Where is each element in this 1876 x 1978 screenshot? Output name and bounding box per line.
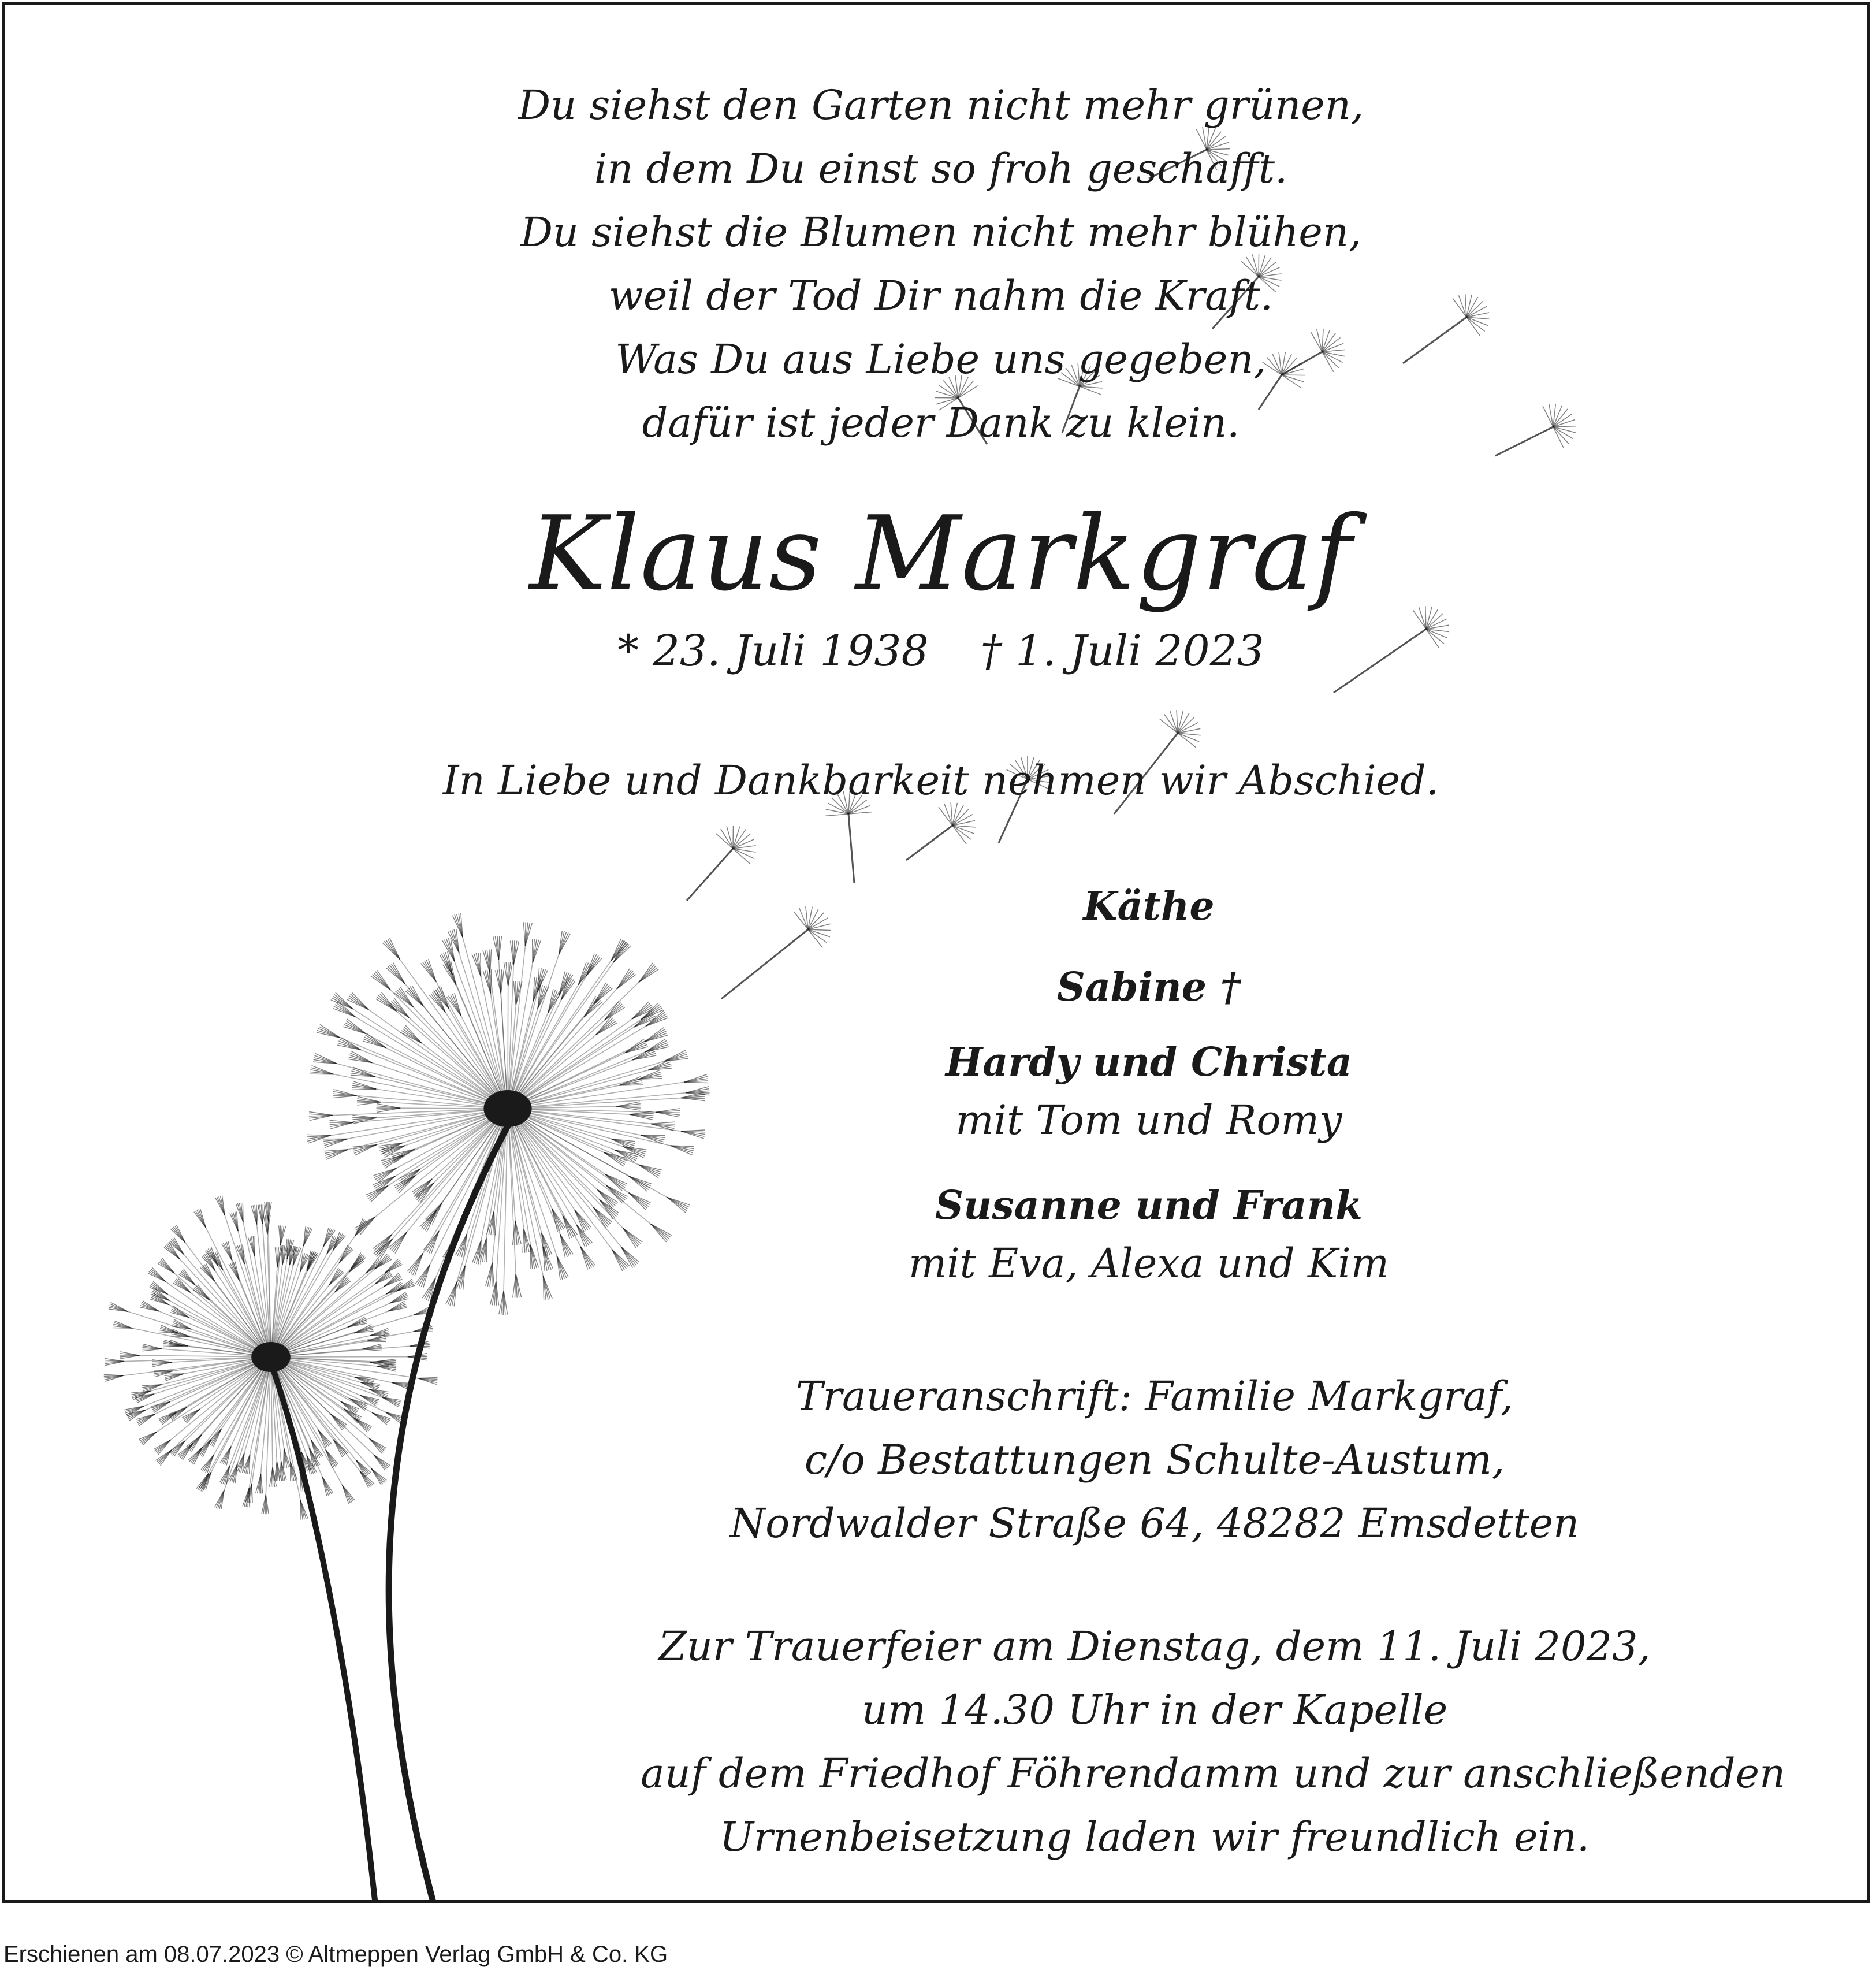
family-member-name: Susanne und Frank — [935, 1183, 1363, 1229]
seed-stalk — [459, 953, 508, 1109]
seed-tuft — [407, 1253, 423, 1271]
family-member-name: Hardy und Christa — [946, 1039, 1352, 1085]
family-member-children: mit Eva, Alexa und Kim — [908, 1240, 1390, 1287]
ceremony-line: auf dem Friedhof Föhrendamm und zur anschließenden — [641, 1750, 1786, 1797]
seed-tuft — [300, 1500, 301, 1520]
small-flower-stem — [271, 1363, 375, 1900]
publication-credit: Erschienen am 08.07.2023 © Altmeppen Verlag GmbH & Co. KG — [3, 1942, 668, 1967]
family-member — [698, 1033, 1599, 1149]
seed-stalk — [508, 1109, 650, 1224]
seed-tuft — [612, 1250, 622, 1271]
ceremony-line: Zur Trauerfeier am Dienstag, dem 11. Juli 2023, — [658, 1623, 1651, 1670]
flying-seed-tuft — [1178, 733, 1196, 748]
flying-seed-tuft — [952, 809, 969, 826]
deceased-name: Klaus Markgraf — [529, 494, 1353, 614]
seed-tuft — [523, 1229, 524, 1253]
poem-line: dafür ist jeder Dank zu klein. — [642, 399, 1240, 447]
family-member-name: Sabine † — [1056, 964, 1241, 1010]
flying-seed-tuft — [825, 814, 848, 816]
seed-tuft — [104, 1374, 124, 1375]
seed-stalk — [463, 937, 508, 1109]
life-dates — [3, 622, 1876, 680]
flying-seed-stem — [848, 814, 854, 883]
seed-stalk — [333, 1109, 508, 1116]
family-member-name: Käthe — [1083, 883, 1215, 929]
flying-seed-tuft — [1178, 711, 1183, 733]
flying-seed-tuft — [826, 809, 848, 814]
death-date: † 1. Juli 2023 — [980, 626, 1264, 676]
seed-tuft — [667, 1197, 686, 1212]
address-line: Nordwalder Straße 64, 48282 Emsdetten — [729, 1500, 1580, 1547]
mourning-address — [641, 1364, 1669, 1555]
family-member — [698, 1177, 1599, 1292]
seed-stalk — [413, 1007, 508, 1109]
seed-tuft — [139, 1432, 157, 1440]
ceremony-info — [641, 1615, 1786, 1869]
birth-date: * 23. Juli 1938 — [617, 626, 929, 676]
obituary-notice — [2, 2, 1870, 1903]
ceremony-line: Urnenbeisetzung laden wir freundlich ein. — [719, 1813, 1590, 1861]
seed-stalk — [232, 1261, 271, 1357]
poem-line: Was Du aus Liebe uns gegeben, — [615, 336, 1267, 383]
large-flower-stem — [389, 1126, 508, 1900]
seed-tuft — [629, 1176, 647, 1191]
family-member-children: mit Tom und Romy — [955, 1096, 1342, 1144]
flying-seed-tuft — [939, 807, 952, 826]
poem-line: weil der Tod Dir nahm die Kraft. — [608, 272, 1274, 319]
large-dandelion-head — [307, 913, 710, 1315]
family-member — [698, 878, 1599, 935]
flower-center — [483, 1090, 531, 1127]
address-line: Traueranschrift: Familie Markgraf, — [795, 1373, 1514, 1420]
seed-tuft — [423, 1231, 439, 1250]
seed-tuft — [367, 1341, 386, 1342]
poem-line: in dem Du einst so froh geschafft. — [594, 145, 1288, 192]
seed-stalk — [390, 990, 508, 1109]
seed-stalk — [230, 1357, 271, 1466]
flying-seed-stem — [906, 826, 952, 860]
seed-tuft — [283, 1448, 284, 1468]
seed-tuft — [389, 938, 400, 960]
family-member — [698, 958, 1599, 1016]
flying-seed-tuft — [733, 826, 734, 849]
farewell-line: In Liebe und Dankbarkeit nehmen wir Abschied. — [442, 757, 1439, 804]
ceremony-line: um 14.30 Uhr in der Kapelle — [861, 1686, 1448, 1734]
poem-line: Du siehst die Blumen nicht mehr blühen, — [520, 209, 1362, 256]
seed-tuft — [372, 1412, 387, 1425]
flying-seed-tuft — [952, 820, 975, 826]
poem-line: Du siehst den Garten nicht mehr grünen, — [518, 81, 1364, 129]
address-line: c/o Bestattungen Schulte-Austum, — [804, 1436, 1505, 1484]
poem — [3, 73, 1876, 455]
flower-center — [251, 1342, 291, 1372]
